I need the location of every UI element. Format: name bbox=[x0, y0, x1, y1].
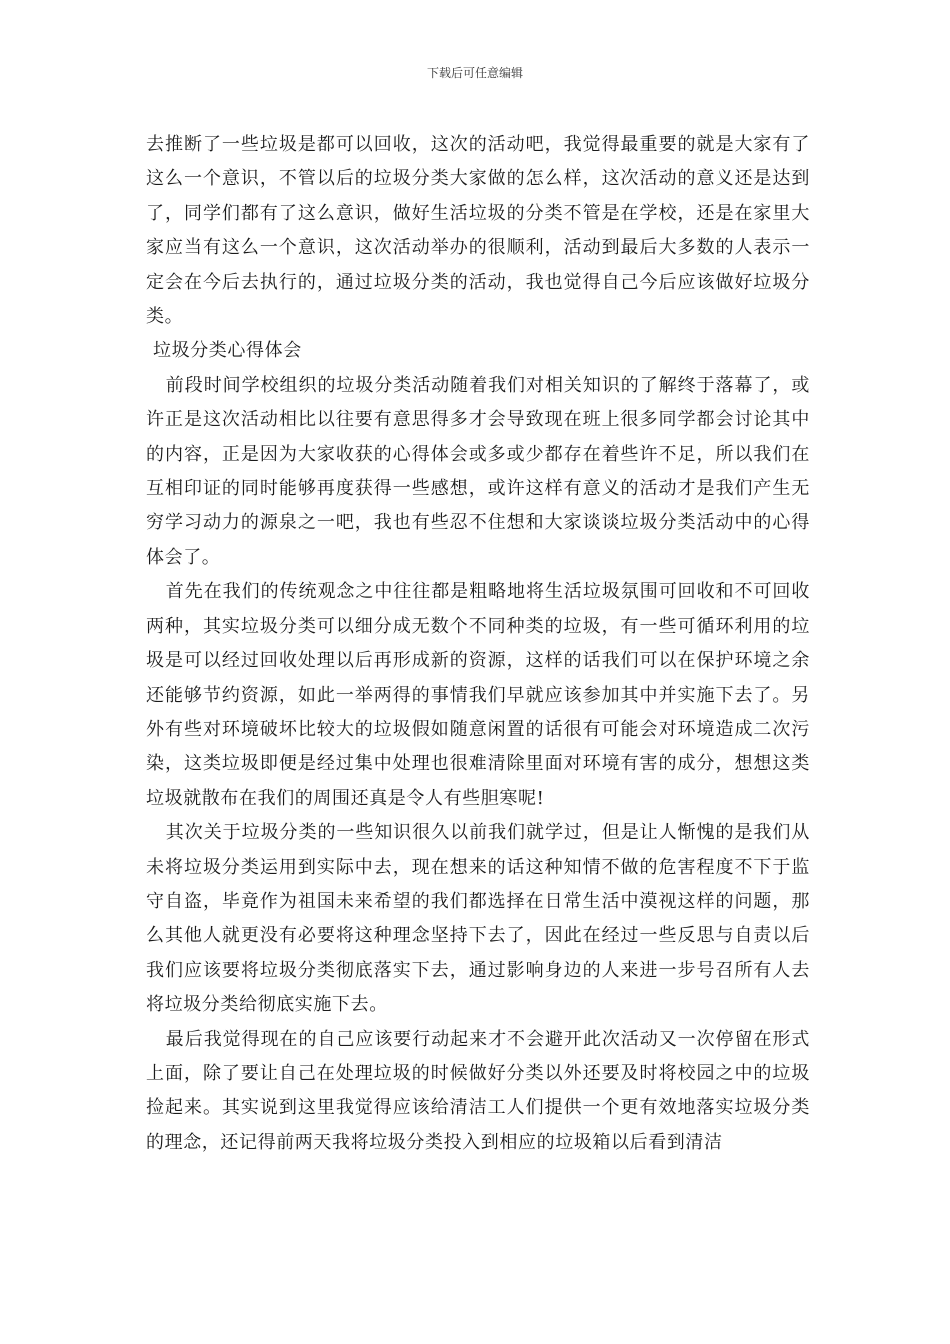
section-heading: 垃圾分类心得体会 bbox=[153, 340, 302, 362]
page-header: 下载后可任意编辑 bbox=[426, 66, 523, 80]
paragraph: 最后我觉得现在的自己应该要行动起来才不会避开此次活动又一次停留在形式上面，除了要让自己在处理垃圾的时候做好分类以外还要及时将校园之中的垃圾捡起来。其实说到这里我觉得应该给清洁工人们提供一个更有效地落实垃圾分类的理念，还记得前两天我将垃圾分类投入到相应的垃圾箱以后看到清洁 bbox=[146, 1028, 810, 1153]
paragraph: 首先在我们的传统观念之中往往都是粗略地将生活垃圾氛围可回收和不可回收两种，其实垃圾分类可以细分成无数个不同种类的垃圾，有一些可循环利用的垃圾是可以经过回收处理以后再形成新的资源，这样的话我们可以在保护环境之余还能够节约资源，如此一举两得的事情我们早就应该参加其中并实施下去了。另外有些对环境破坏比较大的垃圾假如随意闲置的话很有可能会对环境造成二次污染，这类垃圾即便是经过集中处理也很难清除里面对环境有害的成分，想想这类垃圾就散布在我们的周围还真是令人有些胆寒呢! bbox=[146, 581, 810, 809]
paragraph-continuation: 去推断了一些垃圾是都可以回收，这次的活动吧，我觉得最重要的就是大家有了这么一个意识，不管以后的垃圾分类大家做的怎么样，这次活动的意义还是达到了，同学们都有了这么意识，做好生活垃圾的分类不管是在学校，还是在家里大家应当有这么一个意识，这次活动举办的很顺利，活动到最后大多数的人表示一定会在今后去执行的，通过垃圾分类的活动，我也觉得自己今后应该做好垃圾分类。 bbox=[146, 134, 810, 328]
paragraph: 其次关于垃圾分类的一些知识很久以前我们就学过，但是让人惭愧的是我们从未将垃圾分类运用到实际中去，现在想来的话这种知情不做的危害程度不下于监守自盗，毕竟作为祖国未来希望的我们都选择在日常生活中漠视这样的问题，那么其他人就更没有必要将这种理念坚持下去了，因此在经过一些反思与自责以后我们应该要将垃圾分类彻底落实下去，通过影响身边的人来进一步号召所有人去将垃圾分类给彻底实施下去。 bbox=[146, 822, 810, 1016]
document-body bbox=[146, 128, 810, 1160]
paragraph: 前段时间学校组织的垃圾分类活动随着我们对相关知识的了解终于落幕了，或许正是这次活动相比以往要有意思得多才会导致现在班上很多同学都会讨论其中的内容，正是因为大家收获的心得体会或多或少都存在着些许不足，所以我们在互相印证的同时能够再度获得一些感想，或许这样有意义的活动才是我们产生无穷学习动力的源泉之一吧，我也有些忍不住想和大家谈谈垃圾分类活动中的心得体会了。 bbox=[146, 374, 810, 568]
